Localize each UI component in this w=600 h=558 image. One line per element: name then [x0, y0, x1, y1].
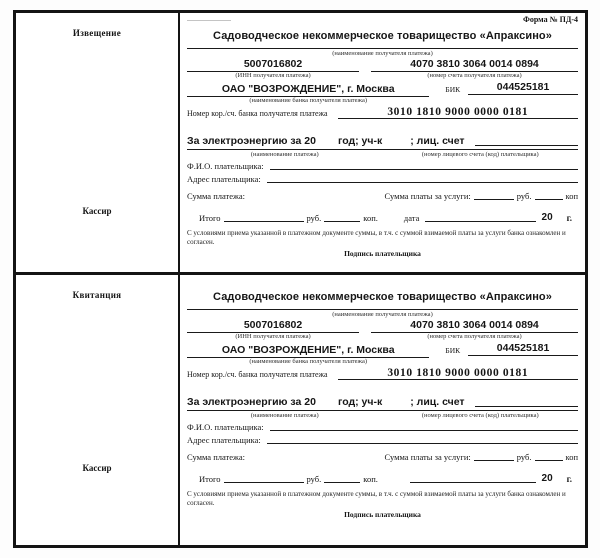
receipt-section-label: Квитанция [72, 290, 122, 300]
date-group [404, 473, 578, 484]
bank-name-value: ОАО "ВОЗРОЖДЕНИЕ", г. Москва [187, 83, 429, 97]
receipt-cashier-label: Кассир [82, 463, 112, 473]
total-rub-blank-field [224, 213, 304, 222]
total-row [187, 473, 578, 484]
payer-name-row [187, 161, 578, 171]
account-column [371, 319, 578, 340]
account-column [371, 58, 578, 79]
purpose-captions-row [187, 412, 578, 419]
bank-column [187, 344, 429, 365]
caption-inn: (ИНН получателя платежа) [235, 72, 311, 79]
service-kop-blank-field [535, 452, 563, 461]
terms-text: С условиями приема указанной в платежном документе суммы, в т.ч. с суммой взимаемой платы за услуги банка ознакомлен и согласен. [187, 490, 566, 507]
service-kop-blank-field [535, 191, 563, 200]
payer-name-label: Ф.И.О. плательщика: [187, 422, 264, 432]
service-rub-blank-field [474, 191, 514, 200]
year-prefix: 20 [541, 212, 553, 223]
total-rub-blank-field [224, 474, 304, 483]
payer-address-row [187, 174, 578, 184]
payer-name-row [187, 422, 578, 432]
inn-value: 5007016802 [187, 319, 359, 333]
receipt-content [180, 275, 585, 545]
payer-address-row [187, 435, 578, 445]
signature-label: Подпись плательщика [344, 509, 421, 519]
bik-label: БИК [445, 85, 461, 94]
purpose-text-3: ; лиц. счет [410, 135, 465, 147]
payer-name-blank-field [270, 422, 578, 431]
date-label: дата [403, 213, 420, 223]
bik-label: БИК [445, 346, 461, 355]
inn-column [187, 58, 359, 79]
service-fee-label: Сумма платы за услуги: [384, 452, 471, 462]
corr-account-row [187, 367, 578, 380]
payer-address-label: Адрес плательщика: [187, 174, 261, 184]
caption-recipient-name: (наименование получателя платежа) [332, 50, 433, 57]
caption-inn: (ИНН получателя платежа) [235, 333, 311, 340]
notice-form-number-row [187, 15, 578, 28]
payer-name-label: Ф.И.О. плательщика: [187, 161, 264, 171]
purpose-text-3: ; лиц. счет [410, 396, 465, 408]
date-blank-field [410, 474, 536, 483]
total-label: Итого [199, 474, 221, 484]
rub-label: руб. [306, 213, 322, 223]
purpose-captions-row [187, 151, 578, 158]
service-rub-blank-field [474, 452, 514, 461]
bik-value: 044525181 [468, 342, 578, 356]
bank-row [187, 342, 578, 365]
kop-label: коп [565, 452, 578, 462]
caption-recipient-name: (наименование получателя платежа) [332, 311, 433, 318]
rub-label: руб. [306, 474, 322, 484]
scan-artifact-line [187, 20, 231, 21]
caption-personal-account: (номер лицевого счета (код) плательщика) [421, 151, 539, 158]
payer-address-blank-field [267, 174, 578, 183]
payer-address-label: Адрес плательщика: [187, 435, 261, 445]
caption-payment-name: (наименование платежа) [250, 412, 319, 419]
caption-bank-name: (наименование банка получателя платежа) [249, 97, 368, 104]
inn-column [187, 319, 359, 340]
corr-account-value: 3010 1810 9000 0000 0181 [338, 106, 578, 119]
notice-content [180, 13, 585, 272]
date-blank-field [425, 213, 535, 222]
purpose-text-2: год; уч-к [337, 396, 383, 408]
receipt-form-number-row [187, 279, 578, 289]
purpose-text-1: За электроэнергию за 20 [187, 396, 316, 408]
signature-label: Подпись плательщика [344, 248, 421, 258]
service-fee-group [385, 452, 579, 462]
receipt-side-column [16, 275, 180, 545]
corr-account-label: Номер кор./сч. банка получателя платежа [187, 109, 328, 118]
year-prefix: 20 [541, 473, 553, 484]
notice-cashier-label: Кассир [82, 206, 112, 216]
total-label: Итого [199, 213, 221, 223]
section-receipt [16, 275, 585, 545]
bank-column [187, 83, 429, 104]
kop-dot-label: коп. [363, 213, 378, 223]
total-kop-blank-field [324, 213, 360, 222]
account-value: 4070 3810 3064 0014 0894 [371, 58, 578, 72]
caption-bank-name: (наименование банка получателя платежа) [249, 358, 368, 365]
payment-purpose-row [187, 396, 578, 411]
purpose-text-1: За электроэнергию за 20 [187, 135, 316, 147]
payer-address-blank-field [267, 435, 578, 444]
rub-label: руб. [516, 191, 532, 201]
bik-group [429, 81, 578, 104]
form-number-label: Форма № ПД-4 [522, 15, 578, 24]
bik-group [429, 342, 578, 365]
kop-label: коп [565, 191, 578, 201]
year-suffix: г. [566, 213, 572, 223]
total-kop-blank-field [324, 474, 360, 483]
purpose-text-2: год; уч-к [337, 135, 383, 147]
sum-row [187, 191, 578, 201]
corr-account-row [187, 106, 578, 119]
payment-purpose-row [187, 135, 578, 150]
corr-account-value: 3010 1810 9000 0000 0181 [338, 367, 578, 380]
rub-label: руб. [516, 452, 532, 462]
bank-name-value: ОАО "ВОЗРОЖДЕНИЕ", г. Москва [187, 344, 429, 358]
payer-name-blank-field [270, 161, 578, 170]
caption-account: (номер счета получателя платежа) [427, 333, 522, 340]
payment-sum-label: Сумма платежа: [187, 452, 246, 462]
notice-section-label: Извещение [72, 28, 122, 38]
account-value: 4070 3810 3064 0014 0894 [371, 319, 578, 333]
corr-account-label: Номер кор./сч. банка получателя платежа [187, 370, 328, 379]
date-group [404, 212, 578, 223]
payment-form-pd4 [13, 10, 588, 548]
caption-account: (номер счета получателя платежа) [427, 72, 522, 79]
sum-row [187, 452, 578, 462]
kop-dot-label: коп. [363, 474, 378, 484]
inn-account-row [187, 58, 578, 79]
inn-value: 5007016802 [187, 58, 359, 72]
recipient-name-title: Садоводческое некоммерческое товарищество «Апраксино» [187, 30, 578, 49]
bik-value: 044525181 [468, 81, 578, 95]
terms-text: С условиями приема указанной в платежном документе суммы, в т.ч. с суммой взимаемой платы за услуги банка ознакомлен и согласен. [187, 229, 566, 246]
caption-personal-account: (номер лицевого счета (код) плательщика) [421, 412, 539, 419]
total-row [187, 212, 578, 223]
section-notice [16, 13, 585, 275]
recipient-name-title: Садоводческое некоммерческое товарищество «Апраксино» [187, 291, 578, 310]
service-fee-group [385, 191, 579, 201]
payment-sum-label: Сумма платежа: [187, 191, 246, 201]
inn-account-row [187, 319, 578, 340]
personal-account-blank-field [475, 398, 578, 407]
service-fee-label: Сумма платы за услуги: [384, 191, 471, 201]
bank-row [187, 81, 578, 104]
personal-account-blank-field [475, 137, 578, 146]
caption-payment-name: (наименование платежа) [250, 151, 319, 158]
year-suffix: г. [566, 474, 572, 484]
notice-side-column [16, 13, 180, 272]
